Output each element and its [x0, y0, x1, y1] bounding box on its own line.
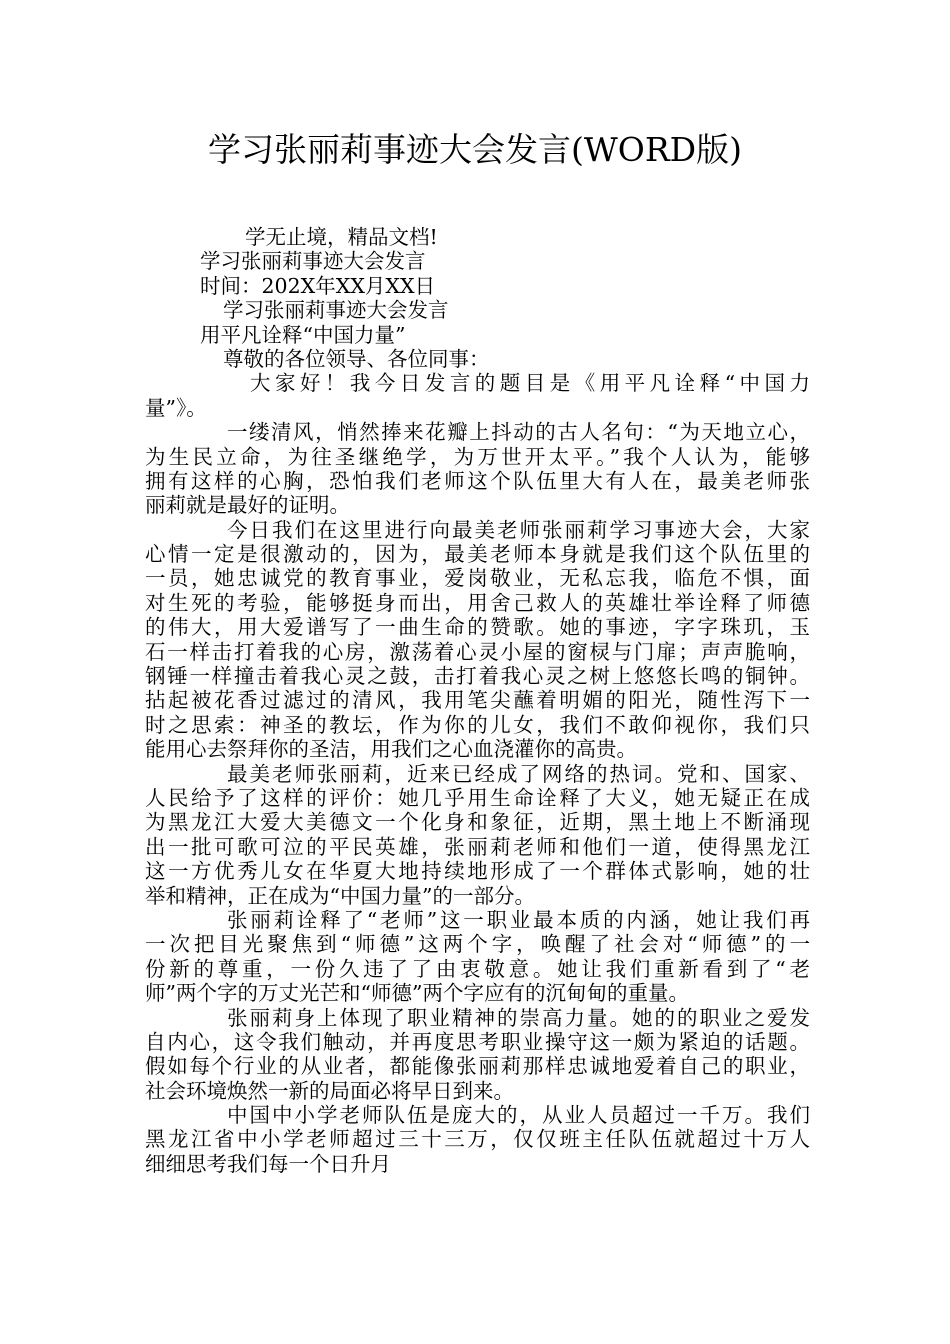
text-line: 大家好！我今日发言的题目是《用平凡诠释“中国力 — [250, 371, 810, 396]
text-line: 为生民立命，为往圣继绝学，为万世开太平。”我个人认为，能够 — [145, 444, 810, 469]
text-line: 这一方优秀儿女在华夏大地持续地形成了一个群体式影响，她的壮 — [145, 859, 810, 884]
text-line: 钢锤一样撞击着我心灵之鼓，击打着我心灵之树上悠悠长鸣的铜钟。 — [145, 664, 810, 689]
text-line: 用平凡诠释“中国力量” — [200, 322, 406, 347]
text-line: 一缕清风，悄然捧来花瓣上抖动的古人名句：“为天地立心， — [227, 420, 810, 445]
text-line: 心情一定是很激动的，因为，最美老师本身就是我们这个队伍里的 — [145, 542, 810, 567]
text-line: 时之思索：神圣的教坛，作为你的儿女，我们不敢仰视你，我们只 — [145, 712, 810, 737]
text-line: 拈起被花香过滤过的清风，我用笔尖蘸着明媚的阳光，随性泻下一 — [145, 688, 810, 713]
text-line: 假如每个行业的从业者，都能像张丽莉那样忠诚地爱着自己的职业， — [145, 1054, 810, 1079]
text-line: 对生死的考验，能够挺身而出，用舍己救人的英雄壮举诠释了师德 — [145, 590, 810, 615]
text-line: 尊敬的各位领导、各位同事： — [223, 346, 490, 371]
text-line: 细细思考我们每一个日升月 — [145, 1151, 391, 1176]
text-line: 师”两个字的万丈光芒和“师德”两个字应有的沉甸甸的重量。 — [145, 981, 689, 1006]
text-line: 的伟大，用大爱谱写了一曲生命的赞歌。她的事迹，字字珠玑，玉 — [145, 615, 810, 640]
text-line: 张丽莉诠释了“老师”这一职业最本质的内涵，她让我们再 — [227, 907, 810, 932]
text-line: 份新的尊重，一份久违了了由衷敬意。她让我们重新看到了“老 — [145, 956, 810, 981]
text-line: 张丽莉身上体现了职业精神的崇高力量。她的的职业之爱发 — [227, 1005, 810, 1030]
text-line: 举和精神，正在成为“中国力量”的一部分。 — [145, 883, 535, 908]
text-line: 为黑龙江大爱大美德文一个化身和象征，近期，黑土地上不断涌现 — [145, 810, 810, 835]
text-line: 学无止境，精品文档! — [245, 225, 438, 249]
document-title: 学习张丽莉事迹大会发言(WORD版) — [207, 130, 743, 169]
text-line: 黑龙江省中小学老师超过三十三万，仅仅班主任队伍就超过十万人 — [145, 1127, 810, 1152]
text-line: 能用心去祭拜你的圣洁，用我们之心血浇灌你的高贵。 — [145, 737, 637, 762]
text-line: 量”》。 — [145, 395, 207, 420]
text-line: 学习张丽莉事迹大会发言 — [200, 249, 426, 274]
text-line: 最美老师张丽莉，近来已经成了网络的热词。党和、国家、 — [227, 761, 810, 786]
text-line: 学习张丽莉事迹大会发言 — [223, 298, 449, 323]
text-line: 时间：202X年XX月XX日 — [200, 273, 436, 298]
text-line: 拥有这样的心胸，恐怕我们老师这个队伍里大有人在，最美老师张 — [145, 468, 810, 493]
text-line: 一员，她忠诚党的教育事业，爱岗敬业，无私忘我，临危不惧，面 — [145, 566, 810, 591]
text-line: 中国中小学老师队伍是庞大的，从业人员超过一千万。我们 — [227, 1103, 810, 1128]
document-body — [145, 225, 810, 1176]
text-line: 社会环境焕然一新的局面必将早日到来。 — [145, 1078, 514, 1103]
text-line: 自内心，这令我们触动，并再度思考职业操守这一颇为紧迫的话题。 — [145, 1029, 810, 1054]
text-line: 人民给予了这样的评价：她几乎用生命诠释了大义，她无疑正在成 — [145, 785, 810, 810]
text-line: 出一批可歌可泣的平民英雄，张丽莉老师和他们一道，使得黑龙江 — [145, 834, 810, 859]
text-line: 今日我们在这里进行向最美老师张丽莉学习事迹大会，大家 — [227, 517, 810, 542]
text-line: 一次把目光聚焦到“师德”这两个字，唤醒了社会对“师德”的一 — [145, 932, 810, 957]
text-line: 丽莉就是最好的证明。 — [145, 493, 350, 518]
text-line: 石一样击打着我的心房，激荡着心灵小屋的窗棂与门扉；声声脆响， — [145, 639, 810, 664]
